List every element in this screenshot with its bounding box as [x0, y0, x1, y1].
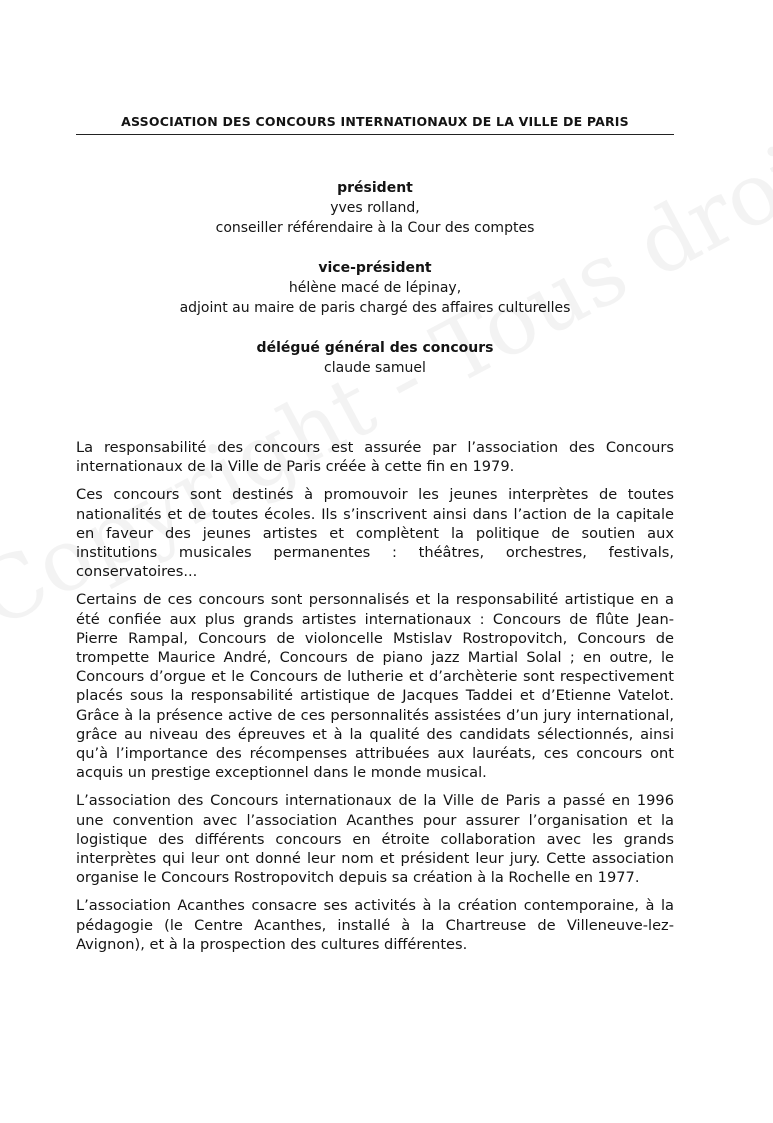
officer-vice-president	[76, 258, 674, 318]
officer-name: claude samuel	[324, 360, 426, 376]
paragraph: Certains de ces concours sont personnalisés et la responsabilité artistique en a été confiée aux plus grands artistes internationaux : Concours de flûte Jean-Pierre Rampal, Concours de violoncelle Mstislav Rostropovitch, Concours de trompette Maurice André, Concours de piano jazz Martial Solal ; en outre, le Concours d’orgue et le Concours de lutherie et d’archèterie sont respectivement placés sous la responsabilité artistique de Jacques Taddei et d’Etienne Vatelot. Grâce à la présence active de ces personnalités assistées d’un jury international, grâce au niveau des épreuves et à la qualité des candidats sélectionnés, ainsi qu’à l’importance des récompenses attribuées aux lauréats, ces concours ont acquis un prestige exceptionnel dans le monde musical.	[76, 591, 674, 782]
officer-role: délégué général des concours	[256, 340, 494, 356]
paragraph: L’association Acanthes consacre ses activités à la création contemporaine, à la pédagogie (le Centre Acanthes, installé à la Chartreuse de Villeneuve-lez-Avignon), et à la prospection des cultures différentes.	[76, 897, 674, 953]
body-text	[76, 438, 674, 963]
paragraph: Ces concours sont destinés à promouvoir les jeunes interprètes de toutes nationalités et de toutes écoles. Ils s’inscrivent ainsi dans l’action de la capitale en faveur des jeunes artistes et complètent la politique de soutien aux institutions musicales permanentes : théâtres, orchestres, festivals, conservatoires...	[76, 486, 674, 581]
officer-detail: adjoint au maire de paris chargé des affaires culturelles	[179, 300, 571, 316]
paragraph: La responsabilité des concours est assurée par l’association des Concours internationaux de la Ville de Paris créée à cette fin en 1979.	[76, 439, 674, 476]
officer-name: yves rolland,	[330, 200, 420, 216]
officer-role: président	[337, 180, 413, 196]
officer-name: hélène macé de lépinay,	[288, 280, 462, 296]
page-header: ASSOCIATION DES CONCOURS INTERNATIONAUX DE LA VILLE DE PARIS	[76, 114, 674, 135]
officer-president	[76, 178, 674, 238]
officer-delegate	[76, 338, 674, 378]
officer-detail: conseiller référendaire à la Cour des comptes	[215, 220, 535, 236]
officer-role: vice-président	[318, 260, 432, 276]
officers-list	[76, 178, 674, 398]
paragraph: L’association des Concours internationaux de la Ville de Paris a passé en 1996 une convention avec l’association Acanthes pour assurer l’organisation et la logistique des différents concours en étroite collaboration avec les grands interprètes qui leur ont donné leur nom et président leur jury. Cette association organise le Concours Rostropovitch depuis sa création à la Rochelle en 1977.	[76, 792, 674, 887]
